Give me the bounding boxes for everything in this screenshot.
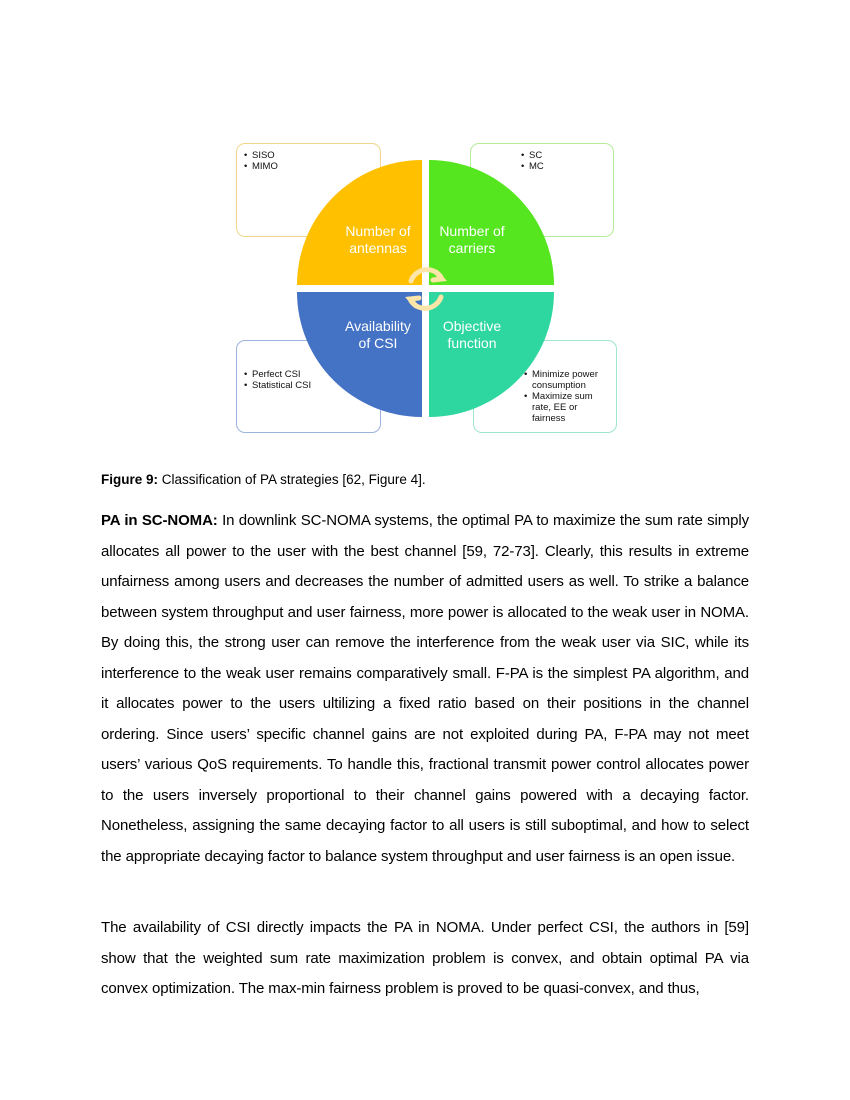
list-item: • Minimize power consumption xyxy=(524,369,616,391)
list-item: • Statistical CSI xyxy=(244,380,380,391)
paragraph-pa-in-sc-noma xyxy=(101,506,749,872)
quadrant-availability-of-csi xyxy=(297,292,422,417)
paragraph-body: In downlink SC-NOMA systems, the optimal PA to maximize the sum rate simply allocates all power to the user with the best channel [59, 72-73]. Clearly, this results in extreme unfairness among users and decreases the number of admitted users as well. To strike a balance between system throughput and user fairness, more power is allocated to the weak user in NOMA. By doing this, the strong user can remove the interference from the weak user via SIC, while its interference to the weak user remains comparatively small. F-PA is the simplest PA algorithm, and it allocates power to the users ultilizing a fixed ratio based on their positions in the channel ordering. Since users’ specific channel gains are not exploited during PA, F-PA may not meet users’ various QoS requirements. To handle this, fractional transmit power control allocates power to the users inversely proportional to their channel gains powered with a decaying factor. Nonetheless, assigning the same decaying factor to all users is still suboptimal, and how to select the appropriate decaying factor to balance system throughput and user fairness is an open issue. xyxy=(101,512,749,865)
label-line: carriers xyxy=(448,240,496,256)
figure-caption xyxy=(101,471,426,489)
paragraph-body: The availability of CSI directly impacts the PA in NOMA. Under perfect CSI, the authors in [59] show that the weighted sum rate maximization problem is convex, and obtain optimal PA via convex optimization. The max-min fairness problem is proved to be quasi-convex, and thus, xyxy=(101,919,749,997)
list-item: • SISO xyxy=(244,150,380,161)
pa-classification-figure xyxy=(0,0,850,470)
label-line: Number of xyxy=(439,223,505,239)
paragraph-lead: PA in SC-NOMA: xyxy=(101,512,218,529)
quadrant-label-carriers xyxy=(417,223,527,257)
list-item: • Perfect CSI xyxy=(244,369,380,380)
label-line: Objective xyxy=(442,318,502,334)
paragraph-csi-availability xyxy=(101,913,749,1005)
label-line: Number of xyxy=(345,223,411,239)
label-line: Availability xyxy=(345,318,411,334)
list-item: • MC xyxy=(521,161,613,172)
quadrant-objective-function xyxy=(429,292,554,417)
quadrant-label-objective xyxy=(417,318,527,352)
label-line: function xyxy=(447,335,497,351)
label-line: of CSI xyxy=(358,335,398,351)
caption-label: Figure 9: xyxy=(101,472,159,487)
list-item: • MIMO xyxy=(244,161,380,172)
list-item: • SC xyxy=(521,150,613,161)
caption-text: Classification of PA strategies [62, Figure 4]. xyxy=(158,472,426,487)
cycle-arrows-icon xyxy=(410,270,442,309)
label-line: antennas xyxy=(349,240,407,256)
list-item: • Maximize sum rate, EE or fairness xyxy=(524,391,616,424)
